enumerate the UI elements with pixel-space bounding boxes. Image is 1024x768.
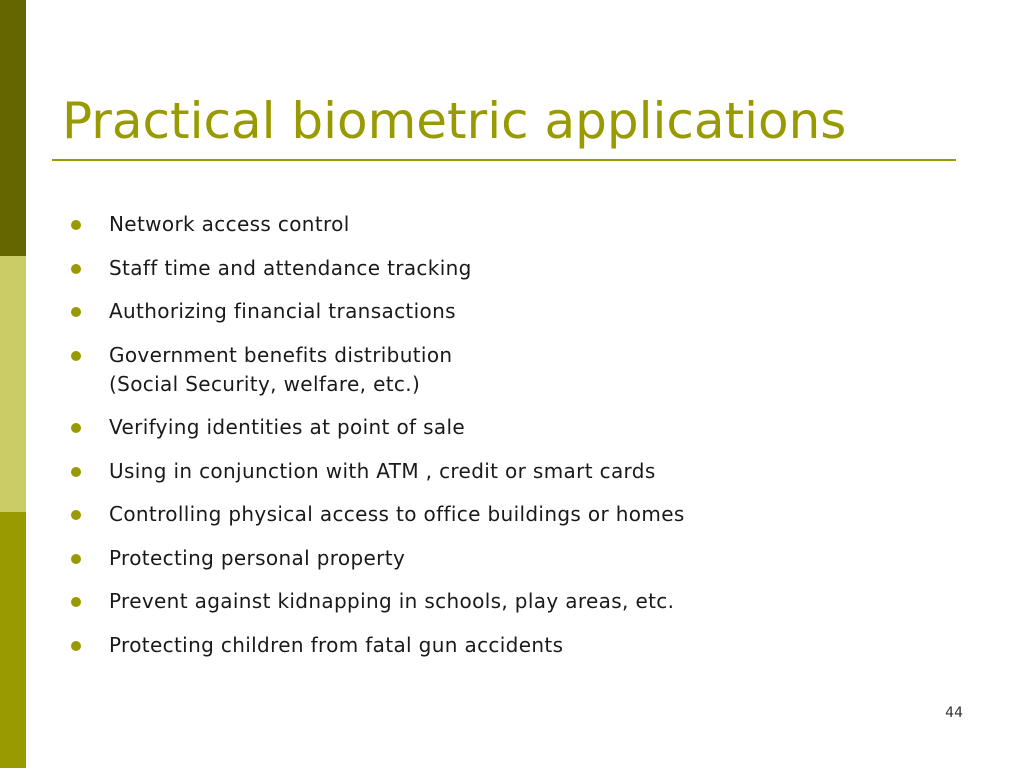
bullet-text: Using in conjunction with ATM , credit or smart cards — [109, 458, 656, 483]
bullet-text: Controlling physical access to office buildings or homes — [109, 502, 685, 526]
list-item — [70, 457, 970, 486]
side-band-bottom — [0, 512, 26, 768]
bullet-dot-icon — [71, 597, 81, 607]
bullet-text: Network access control — [109, 212, 350, 236]
list-item — [70, 297, 970, 326]
bullet-dot-icon — [71, 351, 81, 361]
bullet-text: Prevent against kidnapping in schools, play areas, etc. — [109, 589, 675, 613]
side-band-top — [0, 0, 26, 256]
list-item — [70, 413, 970, 442]
list-item — [70, 544, 970, 573]
list-item — [70, 587, 970, 616]
bullet-list — [70, 210, 970, 674]
bullet-dot-icon — [71, 307, 81, 317]
list-item — [70, 341, 970, 399]
list-item — [70, 631, 970, 660]
list-item — [70, 500, 970, 529]
bullet-dot-icon — [71, 554, 81, 564]
title-underline — [52, 159, 956, 161]
list-item — [70, 210, 970, 239]
bullet-text: Government benefits distribution (Social Security, welfare, etc.) — [109, 342, 453, 396]
bullet-dot-icon — [71, 641, 81, 651]
slide-title: Practical biometric applications — [62, 92, 847, 150]
bullet-text: Protecting children from fatal gun accidents — [109, 632, 564, 657]
bullet-dot-icon — [71, 467, 81, 477]
bullet-dot-icon — [71, 423, 81, 433]
side-band-middle — [0, 256, 26, 512]
bullet-text: Staff time and attendance tracking — [109, 255, 472, 280]
bullet-text: Verifying identities at point of sale — [109, 415, 466, 439]
bullet-dot-icon — [71, 220, 81, 230]
bullet-dot-icon — [71, 264, 81, 274]
bullet-text: Protecting personal property — [109, 545, 406, 570]
bullet-text: Authorizing financial transactions — [109, 299, 456, 323]
bullet-dot-icon — [71, 510, 81, 520]
page-number: 44 — [945, 705, 963, 721]
list-item — [70, 254, 970, 283]
